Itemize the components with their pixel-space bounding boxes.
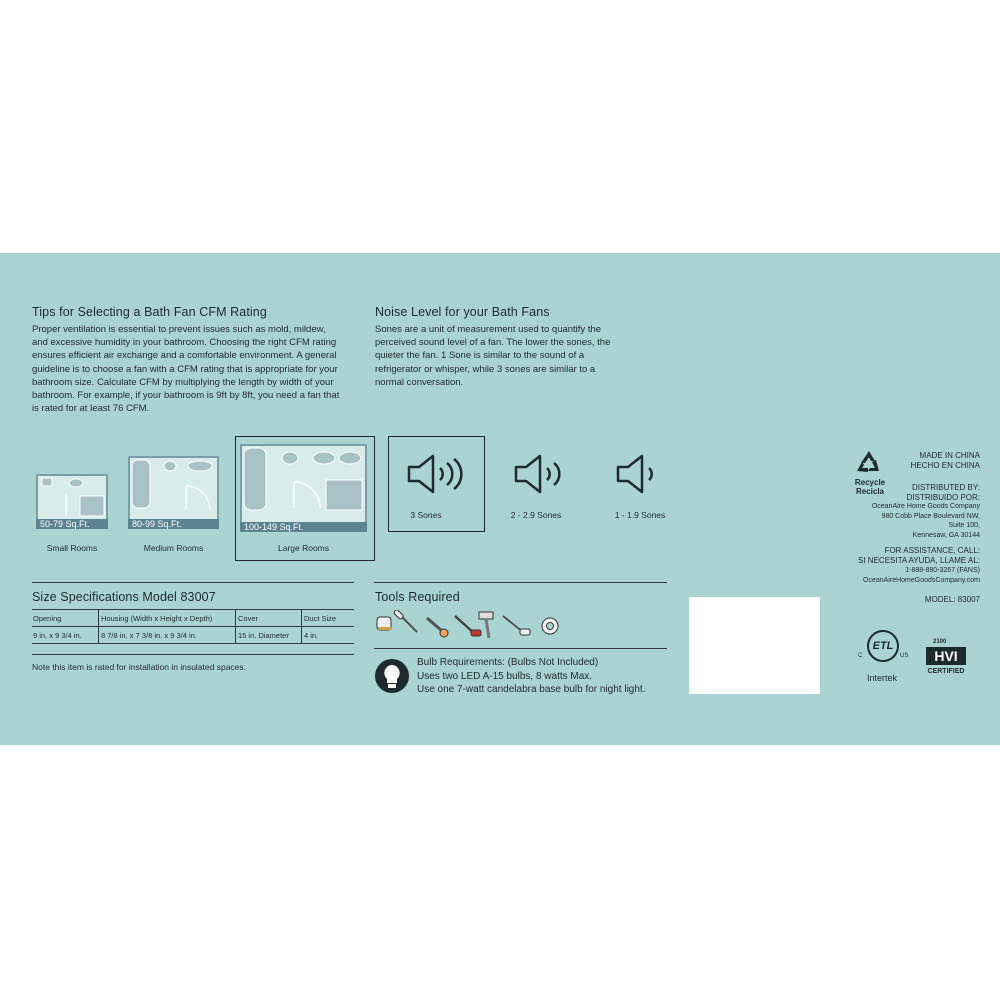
floorplan-icon: [240, 444, 367, 532]
tape-measure-icon: [377, 617, 392, 630]
divider: [32, 643, 354, 644]
bulb-line2: Use one 7-watt candelabra base bulb for night light.: [417, 684, 646, 695]
medium-room-label: Medium Rooms: [143, 543, 204, 553]
tips-body: Proper ventilation is essential to prevent issues such as mold, mildew, and excessive humidity in your bathroom. Choosing the right CFM rating ensures efficient air exchange and a comfortable environment. A general guideline is to choose a fan with a CFM rating that is appropriate for your bathroom size. Calculate CFM by multiplying the length by width of your bathroom. For example, if your bathroom is 9ft by 8ft, you need a fan that is rated for at least 76 CFM.: [32, 324, 340, 415]
ayuda-text: SI NECESITA AYUDA, LLAME AL:: [858, 556, 980, 565]
wire-stripper-icon: [427, 618, 448, 637]
hecho-en-text: HECHO EN CHINA: [910, 461, 980, 470]
tools-illustration: [375, 610, 565, 640]
large-room-diagram: [240, 444, 367, 532]
light-bulb-icon: [374, 658, 410, 694]
divider: [301, 610, 302, 643]
divider: [32, 654, 354, 655]
spec-header-opening: Opening: [33, 614, 62, 623]
speaker-quiet-icon: [614, 453, 658, 495]
etl-us: US: [900, 653, 909, 659]
speaker-medium-icon: [512, 453, 564, 495]
hvi-logo: HVI: [926, 647, 966, 665]
company-name: OceanAire Home Goods Company: [871, 503, 980, 510]
address-line: 980 Cobb Place Boulevard NW,: [881, 512, 980, 520]
spec-value-housing: 8 7/8 in. x 7 3/8 in. x 9 3/4 in.: [101, 631, 197, 640]
medium-room-sqft: 80-99 Sq.Ft.: [128, 519, 219, 529]
distribuido-por-text: DISTRIBUIDO POR:: [906, 492, 980, 502]
bulb-title: Bulb Requirements: (Bulbs Not Included): [417, 657, 599, 668]
divider: [98, 610, 99, 643]
tools-title: Tools Required: [375, 590, 460, 604]
tips-title: Tips for Selecting a Bath Fan CFM Rating: [32, 305, 267, 319]
insulation-note: Note this item is rated for installation in insulated spaces.: [32, 662, 247, 672]
three-sones-label: 3 Sones: [410, 510, 442, 520]
model-number: MODEL: 83007: [924, 595, 980, 604]
divider: [374, 648, 667, 649]
small-room-label: Small Rooms: [46, 543, 98, 553]
spec-value-cover: 15 in. Diameter: [238, 631, 289, 640]
divider: [374, 582, 667, 583]
phone-number: 1-888-880-3267 (FANS): [905, 567, 980, 574]
hvi-certified-badge: [923, 639, 969, 685]
etl-c: C: [858, 653, 863, 659]
drill-icon: [455, 616, 481, 636]
city-line: Kennesaw, GA 30144: [912, 531, 980, 539]
spec-header-duct: Duct Size: [304, 614, 337, 623]
bulb-line1: Uses two LED A-15 bulbs, 8 watts Max.: [417, 671, 593, 682]
screwdriver-icon: [393, 610, 417, 632]
spec-header-housing: Housing (Width x Height x Depth): [101, 614, 213, 623]
origin-info: [860, 451, 980, 471]
label-area: [689, 597, 820, 694]
suite-line: Suite 100,: [948, 522, 980, 529]
hvi-number: 2100: [933, 639, 947, 645]
spec-header-cover: Cover: [238, 614, 259, 623]
small-room-sqft: 50-79 Sq.Ft.: [36, 519, 108, 529]
distributor-info: [810, 483, 980, 540]
etl-logo: ETL: [867, 630, 899, 662]
website: OceanAireHomeGoodsCompany.com: [863, 577, 980, 584]
divider: [235, 610, 236, 643]
large-room-label: Large Rooms: [277, 543, 330, 553]
tape-icon: [542, 618, 558, 634]
spec-value-opening: 9 in. x 9 3/4 in.: [33, 631, 82, 640]
medium-sones-label: 2 - 2.9 Sones: [510, 510, 562, 520]
quiet-sones-label: 1 - 1.9 Sones: [614, 510, 666, 520]
divider: [32, 626, 354, 627]
screwdriver-icon: [503, 616, 530, 635]
small-room-diagram: [36, 474, 108, 529]
size-spec-title: Size Specifications Model 83007: [32, 590, 216, 604]
recicla-text: Recicla: [855, 487, 885, 496]
etl-intertek: Intertek: [866, 673, 897, 683]
hvi-certified-text: CERTIFIED: [927, 668, 965, 675]
assistance-info: [810, 546, 980, 586]
divider: [32, 609, 354, 610]
divider: [32, 582, 354, 583]
etl-mark: [858, 628, 908, 688]
made-in-text: MADE IN CHINA: [919, 451, 980, 460]
assistance-text: FOR ASSISTANCE, CALL:: [884, 546, 980, 555]
large-room-sqft: 100-149 Sq.Ft.: [240, 522, 367, 532]
noise-body: Sones are a unit of measurement used to quantify the perceived sound level of a fan. The lower the sones, the quieter the fan. 1 Sone is similar to the sound of a refrigerator or whisper, while 3 sones are similar to a normal conversation.: [375, 324, 611, 388]
noise-title: Noise Level for your Bath Fans: [375, 305, 550, 319]
speaker-loud-icon: [405, 453, 465, 495]
medium-room-diagram: [128, 456, 219, 529]
recycle-text: Recycle: [854, 478, 886, 487]
spec-value-duct: 4 in.: [304, 631, 319, 640]
distributed-by-text: DISTRIBUTED BY:: [911, 483, 980, 492]
package-panel: [0, 253, 1000, 745]
